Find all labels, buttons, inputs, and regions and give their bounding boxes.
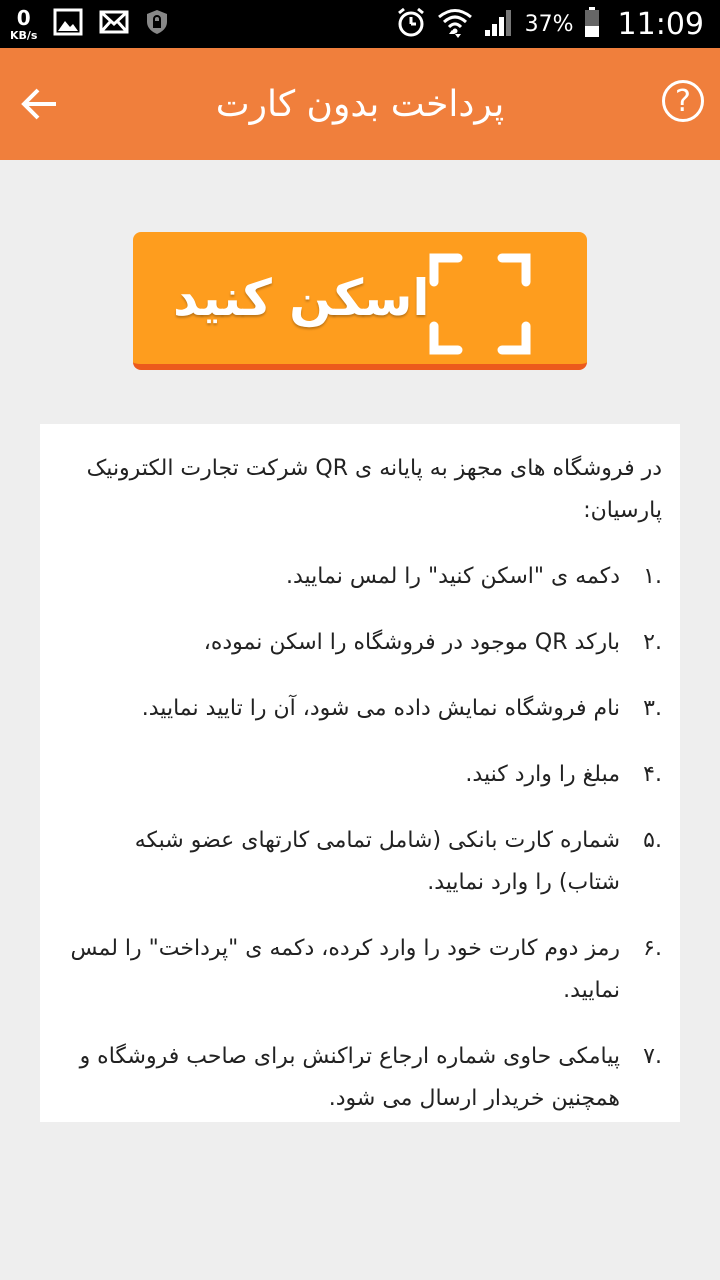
net-speed-unit: KB/s bbox=[10, 28, 38, 42]
instructions-card bbox=[40, 424, 680, 1122]
step-number: .۱ bbox=[643, 564, 662, 589]
step-text: رمز دوم کارت خود را وارد کرده، دکمه ی "پرداخت" را لمس نمایید. bbox=[70, 936, 620, 1003]
step-text: بارکد QR موجود در فروشگاه را اسکن نموده، bbox=[203, 630, 620, 655]
step-text: پیامکی حاوی شماره ارجاع تراکنش برای صاحب فروشگاه و همچنین خریدار ارسال می شود. bbox=[79, 1044, 620, 1111]
app-bar bbox=[0, 48, 720, 160]
gallery-icon bbox=[53, 8, 83, 40]
step-number: .۷ bbox=[643, 1044, 662, 1069]
scan-button-label: اسکن کنید bbox=[173, 269, 430, 327]
list-item bbox=[70, 622, 662, 664]
step-text: نام فروشگاه نمایش داده می شود، آن را تایید نمایید. bbox=[141, 696, 620, 721]
step-number: .۶ bbox=[643, 936, 662, 961]
net-speed-indicator bbox=[10, 5, 38, 42]
battery-percent: 37% bbox=[524, 11, 574, 37]
battery-icon bbox=[584, 6, 600, 42]
help-button[interactable] bbox=[662, 80, 704, 122]
question-icon: ? bbox=[675, 83, 691, 119]
net-speed-value: 0 bbox=[16, 5, 31, 30]
step-number: .۴ bbox=[643, 762, 662, 787]
step-text: شماره کارت بانکی (شامل تمامی کارتهای عضو شبکه شتاب) را وارد نمایید. bbox=[134, 828, 620, 895]
list-item bbox=[70, 928, 662, 1012]
step-number: .۵ bbox=[643, 828, 662, 853]
instructions-list bbox=[70, 556, 662, 1120]
signal-icon bbox=[483, 6, 515, 42]
alarm-icon bbox=[395, 6, 427, 42]
wifi-icon bbox=[437, 6, 473, 42]
list-item bbox=[70, 1036, 662, 1120]
list-item bbox=[70, 820, 662, 904]
list-item bbox=[70, 754, 662, 796]
list-item bbox=[70, 556, 662, 598]
step-text: دکمه ی "اسکن کنید" را لمس نمایید. bbox=[286, 564, 620, 589]
step-number: .۲ bbox=[643, 630, 662, 655]
step-text: مبلغ را وارد کنید. bbox=[465, 762, 620, 787]
instructions-intro: در فروشگاه های مجهز به پایانه ی QR شرکت تجارت الکترونیک پارسیان: bbox=[86, 456, 662, 523]
status-bar bbox=[0, 0, 720, 48]
step-number: .۳ bbox=[643, 696, 662, 721]
qr-scan-frame-icon bbox=[428, 252, 532, 356]
email-icon bbox=[99, 10, 129, 38]
list-item bbox=[70, 688, 662, 730]
page-title: پرداخت بدون کارت bbox=[215, 83, 505, 125]
clock: 11:09 bbox=[617, 6, 704, 42]
shield-lock-icon bbox=[145, 8, 169, 40]
